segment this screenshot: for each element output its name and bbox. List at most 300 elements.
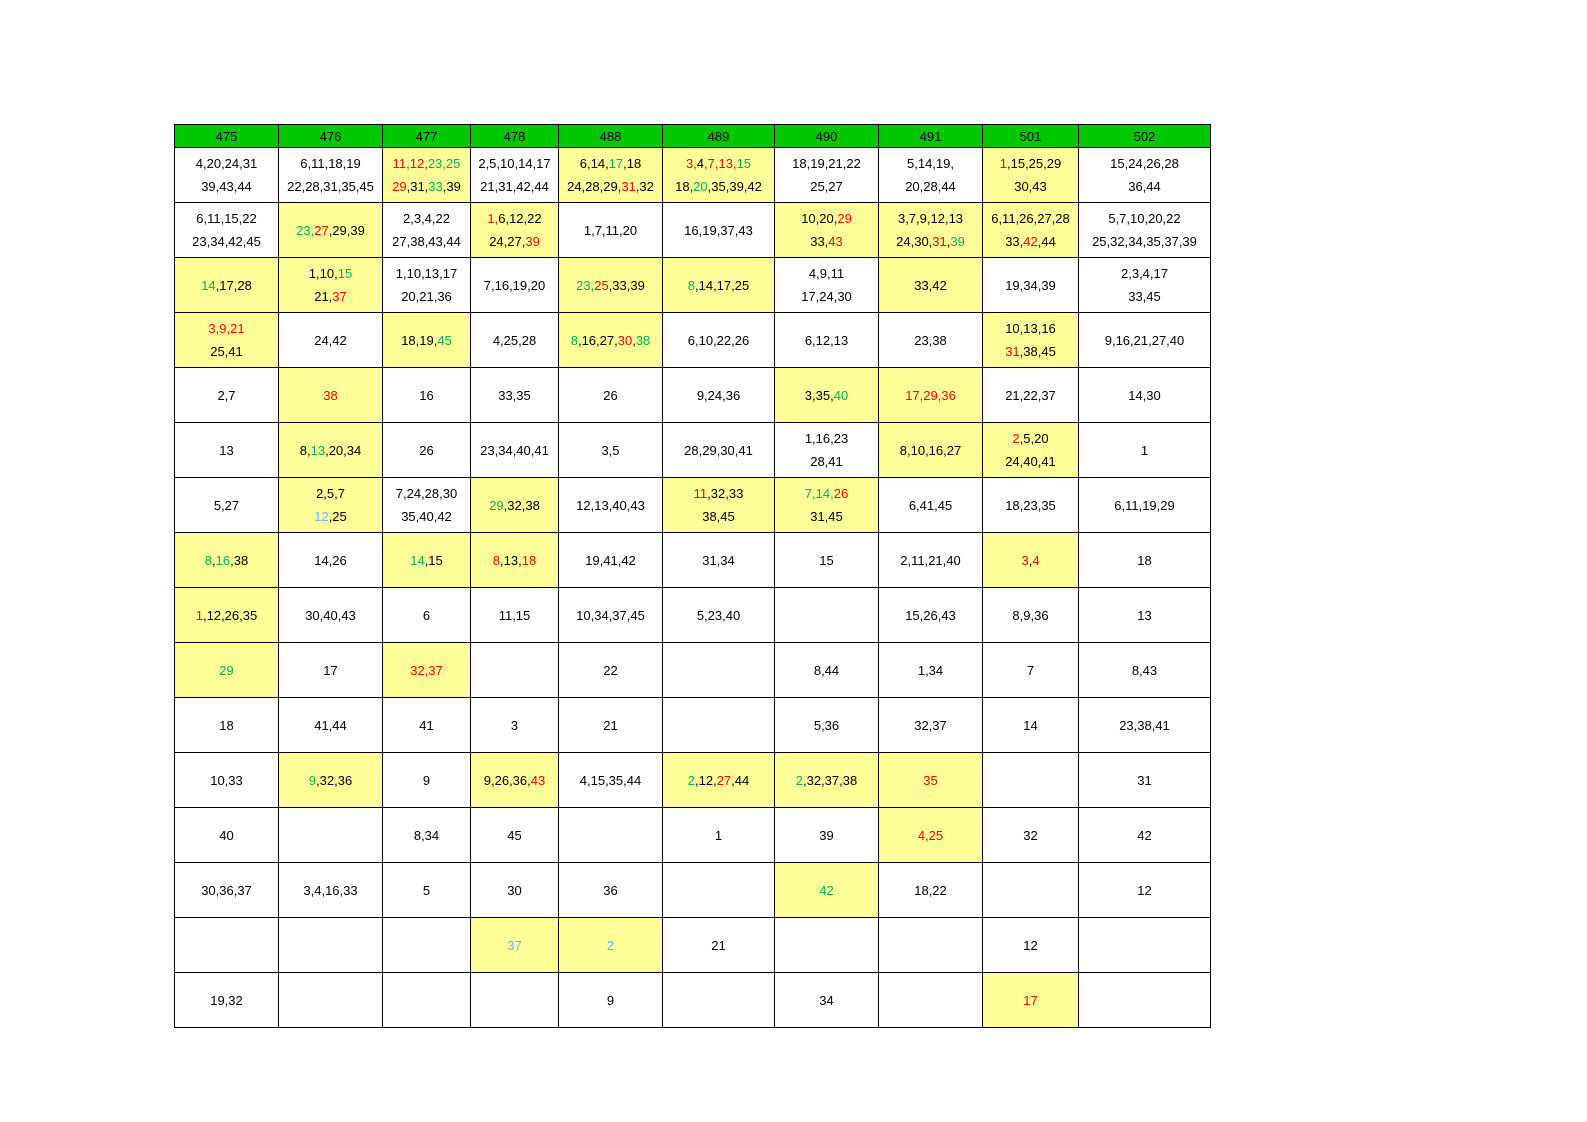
cell-line [663, 329, 774, 352]
cell-r12-c2[interactable] [279, 753, 383, 808]
cell-r10-c10[interactable] [1079, 643, 1211, 698]
cell-r2-c2[interactable] [279, 203, 383, 258]
number-run: , [946, 234, 951, 249]
column-header-501[interactable]: 501 [983, 125, 1079, 148]
cell-r7-c9[interactable] [983, 478, 1079, 533]
column-header-491[interactable]: 491 [879, 125, 983, 148]
cell-line [471, 329, 558, 352]
cell-r13-c3[interactable] [383, 808, 471, 863]
cell-r5-c6[interactable] [663, 368, 775, 423]
number-run: 39 [950, 234, 965, 249]
cell-line [383, 329, 470, 352]
number-run: 32,37 [914, 717, 947, 733]
cell-r8-c8[interactable] [879, 533, 983, 588]
cell-line [775, 152, 878, 175]
cell-r16-c3[interactable] [383, 973, 471, 1028]
cell-r16-c1[interactable] [175, 973, 279, 1028]
cell-r2-c7[interactable] [775, 203, 879, 258]
cell-r5-c2[interactable] [279, 368, 383, 423]
number-run: 42 [1023, 234, 1038, 249]
cell-r1-c10[interactable] [1079, 148, 1211, 203]
number-run: 31 [1137, 772, 1152, 788]
cell-r3-c10[interactable] [1079, 258, 1211, 313]
cell-r3-c1[interactable] [175, 258, 279, 313]
cell-line [279, 769, 382, 792]
number-run: ,15 [424, 552, 443, 568]
table-row [175, 808, 1211, 863]
cell-line [775, 175, 878, 198]
cell-r3-c9[interactable] [983, 258, 1079, 313]
number-run: 36 [603, 882, 618, 898]
cell-r11-c4[interactable] [471, 698, 559, 753]
cell-r13-c10[interactable] [1079, 808, 1211, 863]
number-run: 2 [1012, 431, 1020, 446]
cell-r2-c9[interactable] [983, 203, 1079, 258]
number-run: 10,34,37,45 [576, 607, 645, 623]
number-run: ,12,26,35 [203, 607, 258, 623]
number-run: 23,38 [914, 332, 947, 348]
cell-line [559, 494, 662, 517]
cell-r3-c6[interactable] [663, 258, 775, 313]
column-header-489[interactable]: 489 [663, 125, 775, 148]
cell-r2-c10[interactable] [1079, 203, 1211, 258]
cell-r7-c5[interactable] [559, 478, 663, 533]
cell-r13-c2[interactable] [279, 808, 383, 863]
cell-r6-c6[interactable] [663, 423, 775, 478]
cell-r14-c2[interactable] [279, 863, 383, 918]
number-run: 9,24,36 [696, 387, 741, 403]
cell-line [775, 989, 878, 1012]
cell-line [383, 604, 470, 627]
cell-r6-c8[interactable] [879, 423, 983, 478]
cell-r5-c7[interactable] [775, 368, 879, 423]
cell-line [983, 714, 1078, 737]
number-run: 39 [525, 234, 540, 249]
column-header-478[interactable]: 478 [471, 125, 559, 148]
cell-r15-c5[interactable] [559, 918, 663, 973]
number-run: 14 [410, 552, 425, 568]
cell-r3-c2[interactable] [279, 258, 383, 313]
cell-r9-c3[interactable] [383, 588, 471, 643]
cell-r6-c7[interactable] [775, 423, 879, 478]
number-run: 15 [337, 266, 353, 281]
number-run: 24,30, [896, 234, 933, 249]
cell-r16-c5[interactable] [559, 973, 663, 1028]
cell-r1-c4[interactable] [471, 148, 559, 203]
cell-r7-c3[interactable] [383, 478, 471, 533]
number-run: 37 [332, 289, 347, 304]
cell-r10-c8[interactable] [879, 643, 983, 698]
cell-r2-c4[interactable] [471, 203, 559, 258]
cell-r11-c1[interactable] [175, 698, 279, 753]
number-run: 41 [419, 717, 434, 733]
cell-r14-c7[interactable] [775, 863, 879, 918]
cell-line [1079, 439, 1210, 462]
cell-r13-c5[interactable] [559, 808, 663, 863]
cell-line [1079, 549, 1210, 572]
number-run: 11 [693, 486, 708, 501]
table-row [175, 533, 1211, 588]
cell-r15-c10[interactable] [1079, 918, 1211, 973]
cell-r15-c4[interactable] [471, 918, 559, 973]
cell-line [879, 207, 982, 230]
number-run: ,14,17,25 [695, 277, 750, 293]
cell-r1-c9[interactable] [983, 148, 1079, 203]
number-run: 21,31,42,44 [480, 179, 549, 194]
cell-line [383, 482, 470, 505]
cell-line [471, 384, 558, 407]
cell-r1-c6[interactable] [663, 148, 775, 203]
cell-r9-c7[interactable] [775, 588, 879, 643]
number-run: 9 [422, 772, 431, 788]
number-run: 8,9,36 [1012, 607, 1049, 623]
number-run: 18, [675, 179, 694, 194]
cell-r16-c4[interactable] [471, 973, 559, 1028]
cell-r9-c8[interactable] [879, 588, 983, 643]
cell-r1-c8[interactable] [879, 148, 983, 203]
cell-r14-c6[interactable] [663, 863, 775, 918]
cell-r10-c9[interactable] [983, 643, 1079, 698]
number-run: 3, [685, 156, 697, 171]
number-run: 40 [219, 827, 234, 843]
number-run: , [212, 552, 216, 568]
cell-r10-c7[interactable] [775, 643, 879, 698]
table-row [175, 588, 1211, 643]
cell-line [175, 659, 278, 682]
column-header-475[interactable]: 475 [175, 125, 279, 148]
cell-r7-c8[interactable] [879, 478, 983, 533]
cell-line [559, 329, 662, 352]
cell-r1-c3[interactable] [383, 148, 471, 203]
number-run: 8,44 [813, 662, 840, 678]
cell-r10-c1[interactable] [175, 643, 279, 698]
number-run: 3,5 [601, 442, 620, 458]
cell-r3-c5[interactable] [559, 258, 663, 313]
cell-r12-c3[interactable] [383, 753, 471, 808]
cell-line [279, 152, 382, 175]
cell-r4-c5[interactable] [559, 313, 663, 368]
cell-line [983, 934, 1078, 957]
cell-r8-c9[interactable] [983, 533, 1079, 588]
cell-line [775, 505, 878, 528]
cell-r10-c6[interactable] [663, 643, 775, 698]
cell-r13-c6[interactable] [663, 808, 775, 863]
cell-r16-c8[interactable] [879, 973, 983, 1028]
cell-r7-c2[interactable] [279, 478, 383, 533]
cell-r13-c1[interactable] [175, 808, 279, 863]
table-row [175, 973, 1211, 1028]
cell-r1-c1[interactable] [175, 148, 279, 203]
cell-r12-c5[interactable] [559, 753, 663, 808]
number-run: 19,32 [210, 992, 243, 1008]
cell-r2-c1[interactable] [175, 203, 279, 258]
number-run: 29 [392, 179, 407, 194]
number-run: 3,4,16,33 [303, 882, 358, 898]
cell-line [279, 549, 382, 572]
cell-line [983, 274, 1078, 297]
cell-r11-c8[interactable] [879, 698, 983, 753]
cell-r6-c5[interactable] [559, 423, 663, 478]
cell-r14-c8[interactable] [879, 863, 983, 918]
cell-r2-c3[interactable] [383, 203, 471, 258]
cell-r7-c1[interactable] [175, 478, 279, 533]
cell-r8-c7[interactable] [775, 533, 879, 588]
cell-r10-c5[interactable] [559, 643, 663, 698]
cell-r9-c10[interactable] [1079, 588, 1211, 643]
number-run: 18,22 [914, 882, 947, 898]
cell-r14-c4[interactable] [471, 863, 559, 918]
cell-line [1079, 230, 1210, 253]
cell-r12-c8[interactable] [879, 753, 983, 808]
cell-r5-c9[interactable] [983, 368, 1079, 423]
cell-r14-c5[interactable] [559, 863, 663, 918]
column-header-477[interactable]: 477 [383, 125, 471, 148]
cell-r10-c3[interactable] [383, 643, 471, 698]
cell-line [383, 879, 470, 902]
cell-r16-c6[interactable] [663, 973, 775, 1028]
cell-r5-c5[interactable] [559, 368, 663, 423]
number-run: 18,23,35 [1005, 497, 1056, 513]
cell-r8-c2[interactable] [279, 533, 383, 588]
cell-line [1079, 329, 1210, 352]
cell-r11-c9[interactable] [983, 698, 1079, 753]
cell-r15-c2[interactable] [279, 918, 383, 973]
cell-r11-c10[interactable] [1079, 698, 1211, 753]
cell-r4-c7[interactable] [775, 313, 879, 368]
number-run: 2,7 [217, 387, 236, 403]
cell-line [1079, 769, 1210, 792]
cell-r9-c6[interactable] [663, 588, 775, 643]
cell-r3-c4[interactable] [471, 258, 559, 313]
number-run: 8 [687, 277, 695, 293]
cell-r12-c6[interactable] [663, 753, 775, 808]
number-run: 1 [1140, 442, 1149, 458]
cell-r13-c9[interactable] [983, 808, 1079, 863]
number-run: 25,27 [810, 179, 843, 194]
number-run: 1 [714, 827, 723, 843]
cell-r5-c10[interactable] [1079, 368, 1211, 423]
cell-r12-c1[interactable] [175, 753, 279, 808]
cell-r4-c10[interactable] [1079, 313, 1211, 368]
number-run: 6,11,19,29 [1114, 497, 1175, 513]
column-header-502[interactable]: 502 [1079, 125, 1211, 148]
cell-r7-c7[interactable] [775, 478, 879, 533]
cell-line [383, 549, 470, 572]
cell-r8-c10[interactable] [1079, 533, 1211, 588]
cell-line [983, 207, 1078, 230]
number-run: ,44 [1037, 234, 1056, 249]
number-run: 15 [736, 156, 752, 171]
cell-r9-c4[interactable] [471, 588, 559, 643]
number-run: 35 [923, 772, 938, 788]
cell-r8-c4[interactable] [471, 533, 559, 588]
cell-line [383, 384, 470, 407]
cell-line [383, 285, 470, 308]
cell-r12-c9[interactable] [983, 753, 1079, 808]
cell-r11-c2[interactable] [279, 698, 383, 753]
number-run: 13 [310, 442, 326, 458]
cell-r5-c1[interactable] [175, 368, 279, 423]
number-run: 33 [428, 179, 443, 194]
cell-line [983, 549, 1078, 572]
cell-r8-c6[interactable] [663, 533, 775, 588]
cell-line [1079, 659, 1210, 682]
cell-line [983, 604, 1078, 627]
number-run: ,17,28 [215, 277, 252, 293]
cell-r4-c3[interactable] [383, 313, 471, 368]
cell-r3-c7[interactable] [775, 258, 879, 313]
cell-r5-c3[interactable] [383, 368, 471, 423]
cell-r15-c9[interactable] [983, 918, 1079, 973]
cell-r12-c4[interactable] [471, 753, 559, 808]
number-run: 3,9,21 [208, 321, 245, 336]
cell-r1-c2[interactable] [279, 148, 383, 203]
number-run: 2 [795, 772, 803, 788]
number-run: 5,7,10,20,22 [1108, 211, 1181, 226]
cell-r16-c10[interactable] [1079, 973, 1211, 1028]
cell-r14-c1[interactable] [175, 863, 279, 918]
cell-r3-c8[interactable] [879, 258, 983, 313]
number-run: 1 [195, 607, 203, 623]
cell-r4-c1[interactable] [175, 313, 279, 368]
cell-r15-c1[interactable] [175, 918, 279, 973]
number-run: 2,11,21,40 [900, 552, 961, 568]
cell-line [279, 482, 382, 505]
cell-r6-c4[interactable] [471, 423, 559, 478]
number-run: 17 [323, 662, 338, 678]
number-run: 23,25 [427, 156, 461, 171]
cell-r7-c6[interactable] [663, 478, 775, 533]
cell-r8-c1[interactable] [175, 533, 279, 588]
number-run: 27,38,43,44 [392, 234, 461, 249]
cell-line [279, 262, 382, 285]
cell-r14-c10[interactable] [1079, 863, 1211, 918]
cell-r4-c6[interactable] [663, 313, 775, 368]
cell-line [471, 494, 558, 517]
cell-line [175, 274, 278, 297]
number-run: 7,14, [804, 486, 834, 501]
cell-r4-c4[interactable] [471, 313, 559, 368]
number-run: 14 [1023, 717, 1038, 733]
cell-line [879, 384, 982, 407]
cell-line [879, 439, 982, 462]
cell-r11-c3[interactable] [383, 698, 471, 753]
cell-line [663, 384, 774, 407]
cell-r13-c7[interactable] [775, 808, 879, 863]
number-run: 26 [603, 387, 618, 403]
cell-line [983, 824, 1078, 847]
cell-r6-c10[interactable] [1079, 423, 1211, 478]
cell-line [983, 230, 1078, 253]
cell-r8-c5[interactable] [559, 533, 663, 588]
number-run: 45 [507, 827, 522, 843]
cell-line [471, 769, 558, 792]
cell-r2-c6[interactable] [663, 203, 775, 258]
cell-r15-c3[interactable] [383, 918, 471, 973]
cell-r5-c8[interactable] [879, 368, 983, 423]
cell-r15-c7[interactable] [775, 918, 879, 973]
cell-r7-c10[interactable] [1079, 478, 1211, 533]
cell-r12-c7[interactable] [775, 753, 879, 808]
cell-line [983, 989, 1078, 1012]
cell-line [775, 714, 878, 737]
cell-r13-c8[interactable] [879, 808, 983, 863]
cell-r15-c8[interactable] [879, 918, 983, 973]
number-run: 9,16,21,27,40 [1104, 332, 1185, 348]
cell-r12-c10[interactable] [1079, 753, 1211, 808]
cell-r11-c5[interactable] [559, 698, 663, 753]
cell-r6-c2[interactable] [279, 423, 383, 478]
column-header-488[interactable]: 488 [559, 125, 663, 148]
number-run: 6,41,45 [908, 497, 953, 513]
number-run: 23,34,40,41 [480, 442, 549, 458]
cell-r16-c7[interactable] [775, 973, 879, 1028]
cell-r9-c5[interactable] [559, 588, 663, 643]
number-run: 7,24,28,30 [395, 486, 458, 501]
cell-r5-c4[interactable] [471, 368, 559, 423]
cell-r2-c5[interactable] [559, 203, 663, 258]
cell-r16-c9[interactable] [983, 973, 1079, 1028]
number-run: 20 [693, 179, 708, 194]
number-run: 8, [299, 442, 311, 458]
cell-line [559, 274, 662, 297]
cell-r3-c3[interactable] [383, 258, 471, 313]
cell-r6-c9[interactable] [983, 423, 1079, 478]
number-run: 2,3,4,22 [403, 211, 450, 226]
cell-line [279, 659, 382, 682]
number-run: 6,11,15,22 [196, 211, 257, 226]
cell-r9-c1[interactable] [175, 588, 279, 643]
cell-r10-c2[interactable] [279, 643, 383, 698]
number-run: 36,44 [1128, 179, 1161, 194]
cell-r1-c5[interactable] [559, 148, 663, 203]
cell-r4-c9[interactable] [983, 313, 1079, 368]
cell-r1-c7[interactable] [775, 148, 879, 203]
cell-r6-c1[interactable] [175, 423, 279, 478]
cell-line [559, 714, 662, 737]
column-header-476[interactable]: 476 [279, 125, 383, 148]
cell-r2-c8[interactable] [879, 203, 983, 258]
cell-r10-c4[interactable] [471, 643, 559, 698]
number-run: 4 [1032, 552, 1040, 568]
cell-line [775, 549, 878, 572]
cell-r8-c3[interactable] [383, 533, 471, 588]
cell-r14-c9[interactable] [983, 863, 1079, 918]
cell-r9-c9[interactable] [983, 588, 1079, 643]
cell-r11-c7[interactable] [775, 698, 879, 753]
cell-r14-c3[interactable] [383, 863, 471, 918]
cell-r7-c4[interactable] [471, 478, 559, 533]
cell-line [775, 230, 878, 253]
cell-r11-c6[interactable] [663, 698, 775, 753]
number-run: 42 [1137, 827, 1152, 843]
column-header-490[interactable]: 490 [775, 125, 879, 148]
cell-line [775, 329, 878, 352]
cell-line [1079, 207, 1210, 230]
cell-r16-c2[interactable] [279, 973, 383, 1028]
cell-r4-c8[interactable] [879, 313, 983, 368]
number-run: 39 [819, 827, 834, 843]
cell-r4-c2[interactable] [279, 313, 383, 368]
number-run: 17 [608, 156, 624, 171]
cell-line [879, 604, 982, 627]
cell-r13-c4[interactable] [471, 808, 559, 863]
cell-line [983, 659, 1078, 682]
cell-r9-c2[interactable] [279, 588, 383, 643]
cell-r15-c6[interactable] [663, 918, 775, 973]
cell-r6-c3[interactable] [383, 423, 471, 478]
number-run: 30 [507, 882, 522, 898]
